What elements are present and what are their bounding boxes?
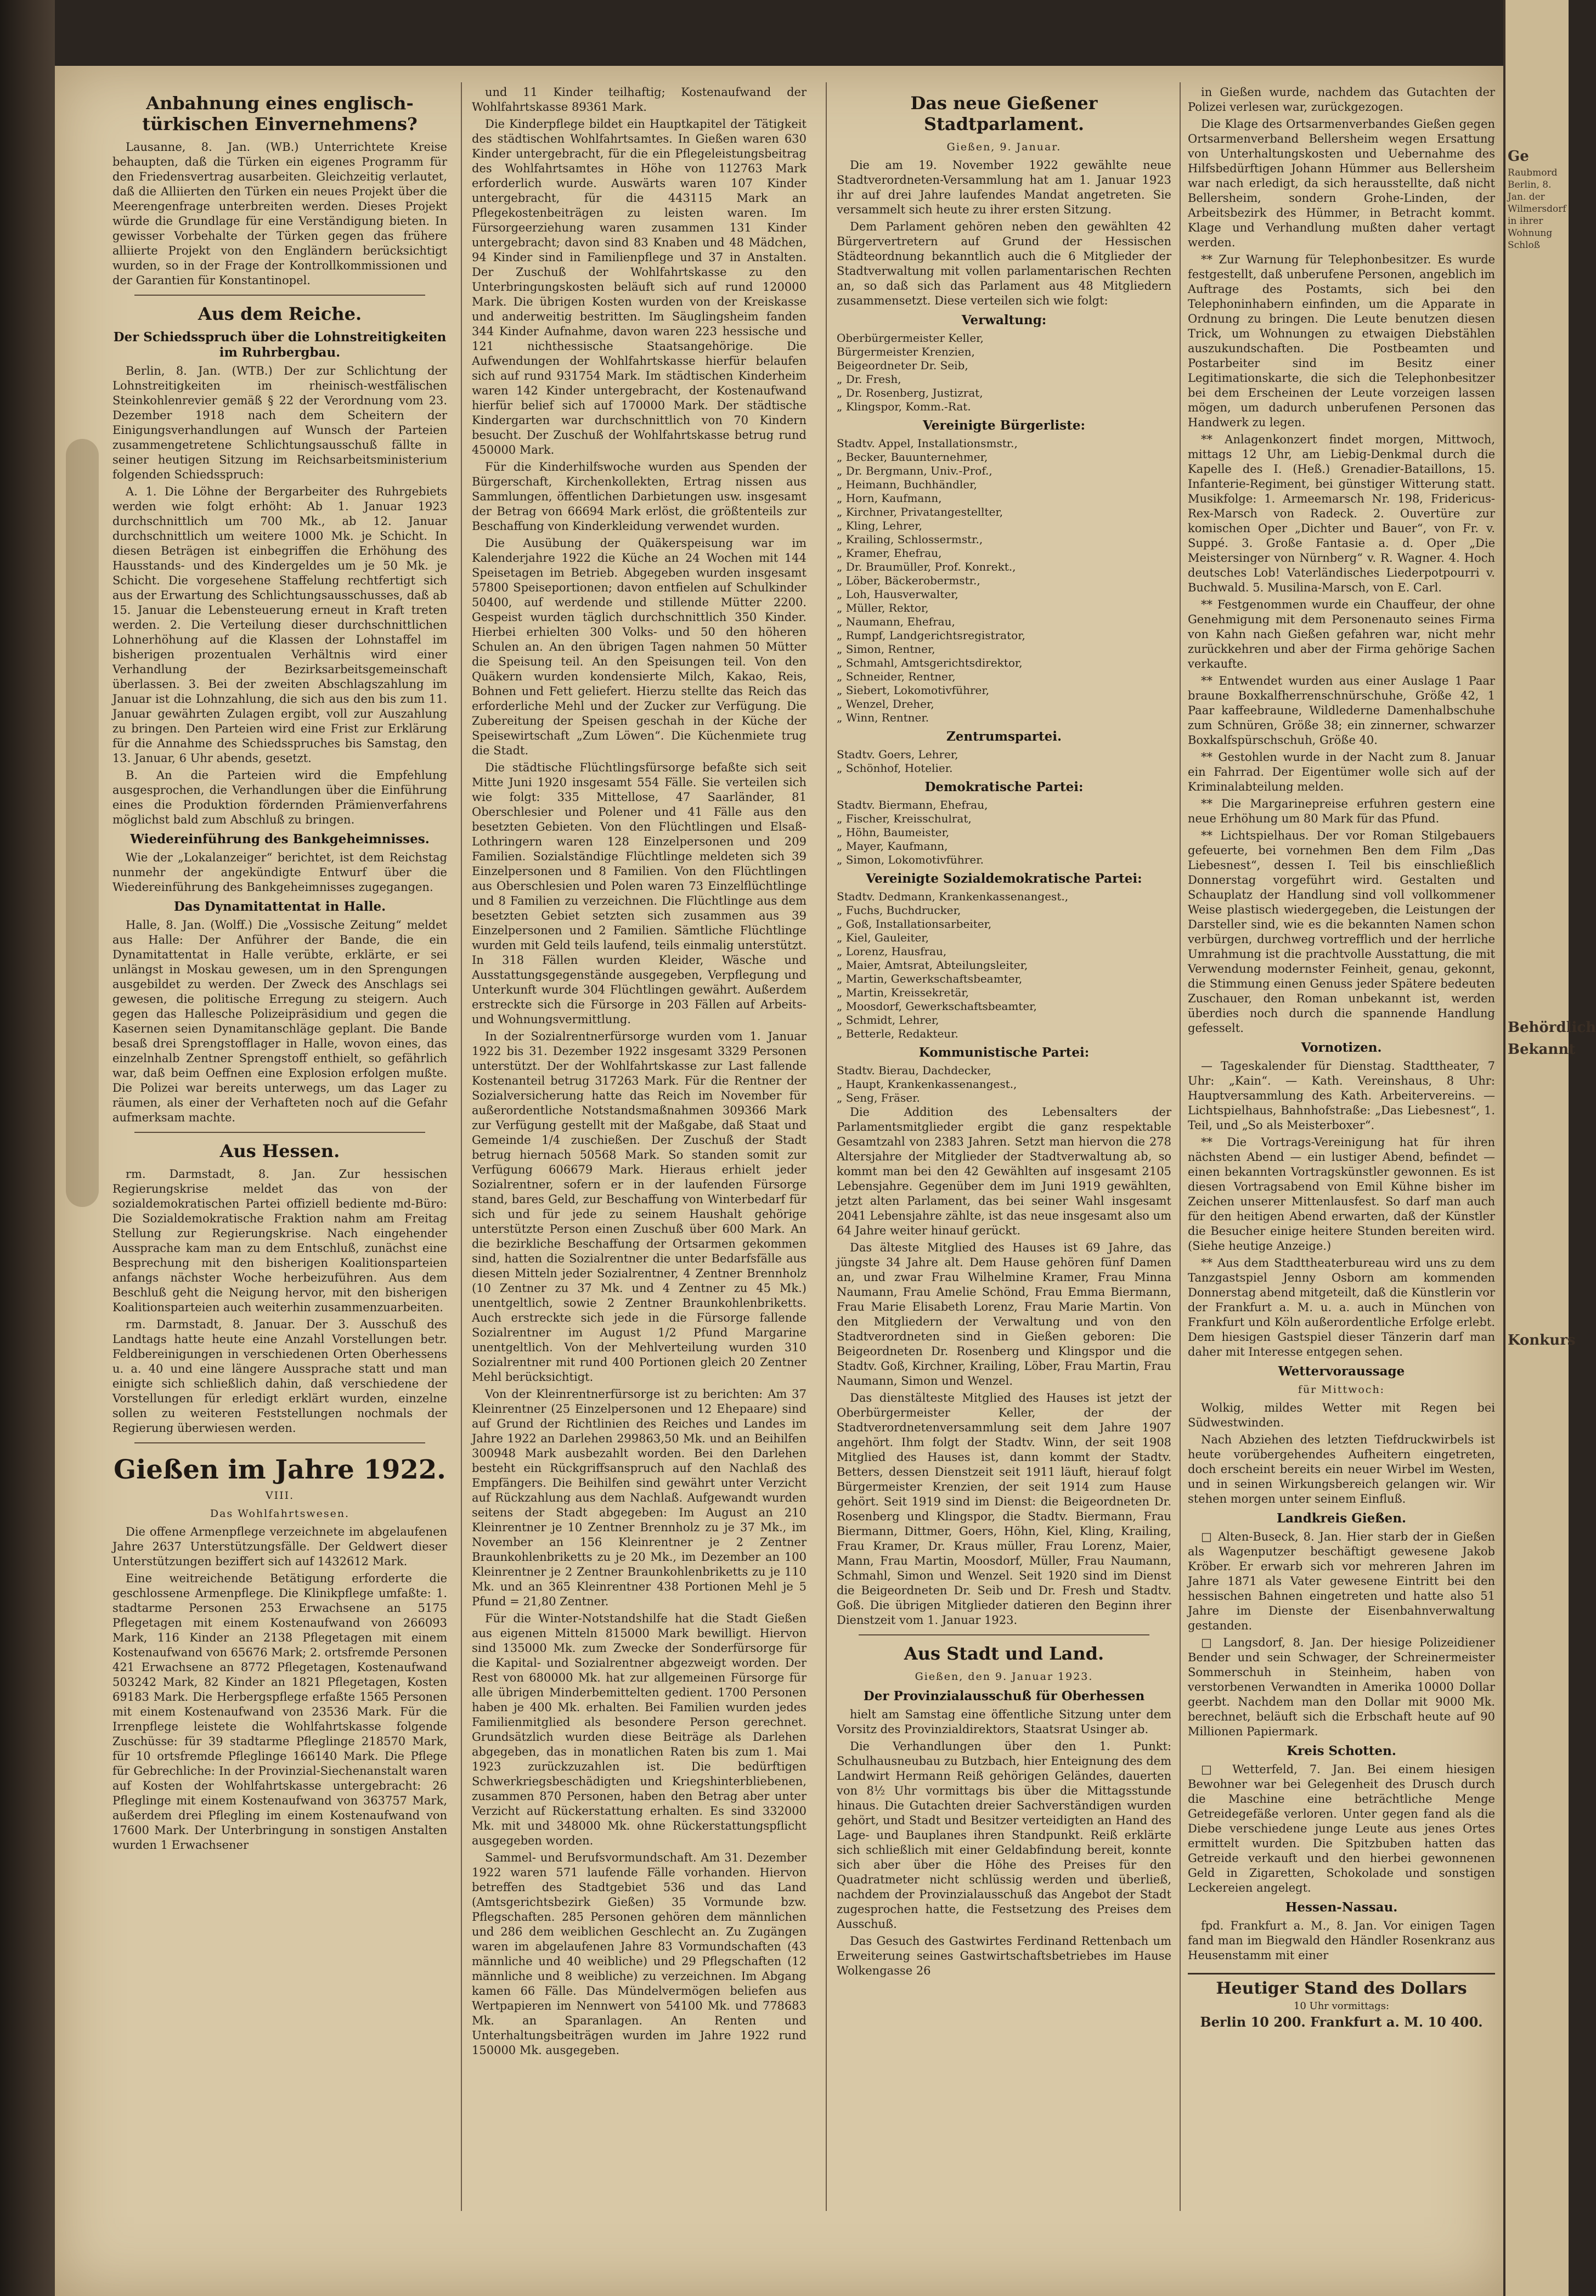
article-text: Das älteste Mitglied des Hauses ist 69 Jahre, das jüngste 34 Jahre alt. Dem Hause gehören fünf Damen an, und zwar Frau Wilhelmine Kramer, Frau Minna Naumann, Frau Amelie Schönd, Frau Emma Biermann, Frau Marie Elisabeth Lorenz, Frau Marie Martin. Von den Mitgliedern der Verwaltung und von den Stadtverordneten sind in Gießen geboren: Die Beigeordneten Dr. Rosenberg und Klingspor und die Stadtv. Goß, Kirchner, Krailing, Löber, Frau Martin, Frau Naumann, Simon und Wenzel.: [837, 1241, 1171, 1387]
member-entry: „ Kirchner, Privatangestellter,: [837, 505, 1003, 518]
list-heading: Vereinigte Sozialdemokratische Partei:: [866, 871, 1142, 886]
section-subheadline: Hessen-Nassau.: [1285, 1900, 1398, 1915]
article-text: Berlin, 8. Jan. (WTB.) Der zur Schlichtung der Lohnstreitigkeiten im rheinisch-westfälischen Steinkohlenrevier gemäß § 22 der Verordnung vom 23. Dezember 1918 nach dem Scheitern der Einigungsverhandlungen auf Wunsch der Parteien zusammengetretene Schlichtungsausschuß fällte in seiner heutigen Sitzung im Reichsarbeitsministerium folgenden Schiedsspruch:: [112, 364, 447, 481]
article-text: ** Zur Warnung für Telephonbesitzer. Es wurde festgestellt, daß unberufene Personen, angeblich im Auftrage des Postamts, sich bei den Telephoninhabern einfinden, um die Apparate in Ordnung zu bringen. Die Leute benutzen diesen Trick, um Wohnungen zu etwaigen Diebstählen auszukundschaften. Die Postbeamten und Postarbeiter sind im Besitz einer Legitimationskarte, die sich die Telephonbesitzer bei dem Erscheinen der Leute vorzeigen lassen mögen, um dadurch unberufenen Personen das Handwerk zu legen.: [1188, 253, 1495, 429]
member-entry: Stadtv. Dedmann, Krankenkassenangest.,: [837, 890, 1069, 903]
article-text: Die am 19. November 1922 gewählte neue Stadtverordneten-Versammlung hat am 1. Januar 1923 ihr auf drei Jahre laufendes Mandat angetreten. Sie versammelt sich heute zu ihrer ersten Sitzung.: [837, 159, 1171, 216]
column-rule: [461, 82, 462, 2211]
member-entry: „ Müller, Rektor,: [837, 601, 929, 614]
article-text: Sammel- und Berufsvormundschaft. Am 31. Dezember 1922 waren 571 laufende Fälle vorhanden. Hiervon betreffen des Stadtgebiet 536 und das Land (Amtsgerichtsbezirk Gießen) 35 Vormunde bzw. Pflegschaften. 285 Personen gehören dem männlichen und 286 dem weiblichen Geschlecht an. Zu Zugängen waren im abgelaufenen Jahre 83 Vormundschaften (43 männliche und 40 weibliche) und 29 Pflegschaften (12 männliche und 8 weibliche) zu verzeichnen. Im Abgang kamen 66 Fälle. Das Mündelvermögen beliefen aus Wertpapieren im Nennwert von 54100 Mk. und 778683 Mk. an Sparanlagen. An Renten und Unterhaltungsbeiträgen wurden im Jahre 1922 rund 150000 Mk. ausgegeben.: [472, 1851, 807, 2057]
column-rule: [1180, 82, 1181, 2211]
member-entry: Beigeordneter Dr. Seib,: [837, 359, 968, 372]
member-entry: „ Schmidt, Lehrer,: [837, 1013, 939, 1026]
article-text: Lausanne, 8. Jan. (WB.) Unterrichtete Kreise behaupten, daß die Türken ein eigenes Programm für den Friedensvertrag ausarbeiten. Gleichzeitig verlautet, daß die Alliierten den Türken ein neues Projekt über die Meerengenfrage unterbreiten werden. Dieses Projekt würde die Grundlage für eine Verständigung bieten. In gewisser Vorbehalte der Türken gegen das frühere alliierte Projekt von den Engländern berücksichtigt wurden, so in der Frage der Kontrollkommissionen und der Garantien für Konstantinopel.: [112, 140, 447, 287]
article-text: Wolkig, mildes Wetter mit Regen bei Südwestwinden.: [1188, 1401, 1495, 1429]
article-subheadline: Das Dynamitattentat in Halle.: [173, 899, 386, 914]
adjacent-heading: Ge: [1508, 148, 1529, 165]
member-entry: „ Schönhof, Hotelier.: [837, 761, 953, 775]
article-text: — Tageskalender für Dienstag. Stadttheater, 7 Uhr: „Kain“. — Kath. Vereinshaus, 8 Uhr: Hauptversammlung des Kath. Arbeitervereins. — Lichtspielhaus, Bahnhofstraße: „Das Liebesnest“, 1. Teil, und „So als Meisterboxer“.: [1188, 1059, 1495, 1132]
dollar-values: Berlin 10 200. Frankfurt a. M. 10 400.: [1200, 2014, 1483, 2030]
article-text: ** Anlagenkonzert findet morgen, Mittwoch, mittags 12 Uhr, am Liebig-Denkmal durch die Kapelle des I. (Heß.) Grenadier-Bataillons, 15. Infanterie-Regiment, bei günstiger Witterung statt. Musikfolge: 1. Armeemarsch Nr. 198, Fridericus-Rex-Marsch von Radeck. 2. Ouvertüre zur komischen Oper „Dichter und Bauer“, von Fr. v. Suppé. 3. Große Fantasie a. d. Oper „Die Meistersinger von Nürnberg“ v. R. Wagner. 4. Hoch deutsches Lob! Vaterländisches Liederpotpourri v. Buchwald. 5. Musilina-Marsch, von E. Carl.: [1188, 433, 1495, 594]
adjacent-heading: Bekannt: [1508, 1041, 1576, 1058]
article-text: Eine weitreichende Betätigung erforderte die geschlossene Armenpflege. Die Klinikpflege umfaßte: 1. stadtarme Personen 253 Erwachsene an 5175 Pflegetagen mit einem Kostenaufwand von 266093 Mark, 116 Kinder an 2138 Pflegetagen mit einem Kostenaufwand von 65676 Mark; 2. ortsfremde Personen 421 Erwachsene an 8772 Pflegetagen, Kostenaufwand 503242 Mark, 82 Kinder an 1821 Pflegetagen, Kosten 69183 Mark. Die Herbergspflege erfaßte 1565 Personen mit einem Kostenaufwand von 23536 Mark. Für die Irrenpflege leistete die Wohlfahrtskasse folgende Zuschüsse: für 39 stadtarme Pfleglinge 218570 Mark, für 10 ortsfremde Pfleglinge 166140 Mark. Die Pflege für Gebrechliche: In der Provinzial-Siechenanstalt waren auf Kosten der Wohlfahrtskasse untergebracht: 26 Pfleglinge mit einem Kostenaufwand von 363757 Mark, außerdem drei Pflegling im einem Kostenaufwand von 17600 Mark. Der Unterbringung in sonstigen Anstalten wurden 1 Erwachsener: [112, 1572, 447, 1852]
section-subheadline: Kreis Schotten.: [1287, 1744, 1396, 1758]
weather-heading: Wettervoraussage: [1278, 1364, 1405, 1379]
article-text: ** Die Margarinepreise erfuhren gestern eine neue Erhöhung um 80 Mark für das Pfund.: [1188, 797, 1495, 825]
article-text: Für die Winter-Notstandshilfe hat die Stadt Gießen aus eigenen Mitteln 815000 Mark bewilligt. Hiervon sind 135000 Mk. zum Zwecke der Sonderfürsorge für die Kapital- und Sozialrentner abgezweigt worden. Der Rest von 680000 Mk. hat zur allgemeinen Fürsorge für alle übrigen Minderbemittelten gedient. 1700 Personen haben je 400 Mk. erhalten. Bei Familien wurden jedes Familienmitglied als besondere Person gerechnet. Grundsätzlich wurden diese Beiträge als Darlehen abgegeben, das in monatlichen Raten bis zum 1. Mai 1923 zurückzuzahlen ist. Die bedürftigen Schwerkriegsbeschädigten und Kriegshinterbliebenen, zusammen 870 Personen, haben den Betrag aber unter Verzicht auf Rückerstattung erhalten. Es sind 332000 Mk. mit und 348000 Mk. ohne Rückerstattungspflicht ausgegeben worden.: [472, 1612, 807, 1847]
member-entry: Bürgermeister Krenzien,: [837, 345, 975, 358]
member-entry: „ Becker, Bauunternehmer,: [837, 450, 988, 464]
member-entry: „ Maier, Amtsrat, Abteilungsleiter,: [837, 958, 1028, 972]
article-text: Die Ausübung der Quäkerspeisung war im Kalenderjahre 1922 die Küche an 24 Wochen mit 144 Speisetagen im Betrieb. Abgegeben wurden insgesamt 57800 Speiseportionen; davon entfielen auf Schulkinder 50400, auf werdende und stillende Mütter 2200. Gespeist wurden täglich durchschnittlich 350 Kinder. Hierbei erhielten 300 Volks- und 50 den höheren Schulen an. An den übrigen Tagen nahmen 50 Mütter die Speisung teil. An den Speisungen teil. Von den Quäkern wurden kondensierte Milch, Kakao, Reis, Bohnen und Fett geliefert. Hierzu stellte das Reich das erforderliche Mehl und der Zucker zur Verfügung. Die Zubereitung der Speisen geschah in der Küche der Speisewirtschaft „Zum Löwen“. Die Küchenmiete trug die Stadt.: [472, 537, 807, 757]
member-entry: Stadtv. Biermann, Ehefrau,: [837, 798, 988, 811]
member-entry: „ Heimann, Buchhändler,: [837, 478, 977, 491]
article-text: Die Verhandlungen über den 1. Punkt: Schulhausneubau zu Butzbach, hier Enteignung des dem Landwirt Hermann Reiß gehörigen Geländes, dauerten von 8½ Uhr vormittags bis über die Mittagsstunde hinaus. Die Gutachten dreier Sachverständigen wurden gehört, und Stadt und Besitzer verteidigten an Hand des Lage- und Bauplanes ihren Standpunkt. Reiß erklärte sich schließlich mit einer Geldabfindung bereit, konnte sich aber über die Höhe des Preises für den Quadratmeter nicht schlüssig werden und überließ, nachdem der Provinzialausschuß das Angebot der Stadt zugesprochen hatte, die Festsetzung des Preises dem Ausschuß.: [837, 1740, 1171, 1931]
article-text: Das Gesuch des Gastwirtes Ferdinand Rettenbach um Erweiterung seines Gastwirtschaftsbetriebes im Hause Wolkengasse 26: [837, 1934, 1171, 1977]
column-2: [472, 85, 807, 2214]
section-headline: Aus Stadt und Land.: [904, 1643, 1104, 1664]
article-text: □ Langsdorf, 8. Jan. Der hiesige Polizeidiener Bender und sein Schwager, der Schreinermeister Sommerschuh in Steinheim, haben von verstorbenen Verwandten in Amerika 10000 Dollar geerbt. Nachdem man den Dollar mit 9000 Mk. berechnet, beläuft sich die Erbschaft heute auf 90 Millionen Papiermark.: [1188, 1636, 1495, 1738]
member-entry: „ Siebert, Lokomotivführer,: [837, 684, 990, 697]
member-entry: „ Goß, Installationsarbeiter,: [837, 917, 992, 930]
member-list: [837, 331, 1171, 414]
book-binding: [0, 0, 55, 2296]
article-text: A. 1. Die Löhne der Bergarbeiter des Ruhrgebiets werden wie folgt erhöht: Ab 1. Januar 1923 durchschnittlich um 700 Mk., ab 12. Januar durchschnittlich um weitere 1000 Mk. je Schicht. In diesen Beträgen ist einbegriffen die Erhöhung des Hausstands- und des Kindergeldes um je 50 Mk. je Schicht. Die vorgesehene Staffelung rechtfertigt sich aus der Erwartung des Schlichtungsausschusses, daß ab 15. Januar die Lebensteuerung erneut in Kraft treten werden. 2. Die Verteilung dieser durchschnittlichen Lohnerhöhung auf die Klassen der Lohnstaffel im bisherigen prozentualen Verhältnis wird einer Verhandlung der Bezirksarbeitsgemeinschaft überlassen. 3. Bei der zweiten Abschlagszahlung im Januar ist die Lohnzahlung, die sich aus den bis zum 11. Januar gewährten Zulagen ergibt, voll zur Auszahlung zu bringen. Den Parteien wird eine Frist zur Erklärung für die Annahme des Schiedsspruches bis Samstag, den 13. Januar, 6 Uhr abends, gesetzt.: [112, 485, 447, 765]
feature-headline: Gießen im Jahre 1922.: [114, 1454, 446, 1485]
article-text: Die städtische Flüchtlingsfürsorge befaßte sich seit Mitte Juni 1920 insgesamt 554 Fälle. Sie verteilen sich wie folgt: 335 Mittellose, 47 Saarländer, 81 Oberschlesier und Polener und 41 Fälle aus den besetzten Gebieten. Von den Flüchtlingen und Elsaß-Lothringern waren 128 Einzelpersonen und 209 Familien. Sozialständige Flüchtlinge meldeten sich 39 Einzelpersonen und 8 Familien. Von den Flüchtlingen aus Oberschlesien und Polen waren 73 Einzelflüchtlinge und 8 Familien zu verzeichnen. Die Flüchtlinge aus dem besetzten Gebiet setzten sich zusammen aus 39 Einzelpersonen und 2 Familien. Sämtliche Flüchtlinge wurden mit Geld teils laufend, teils einmalig unterstützt. In 318 Fällen wurden Kleider, Wäsche und Ausstattungsgegenstände ausgegeben, Verpflegung und Unterkunft wurde 304 Flüchtlingen gewährt. Außerdem erstreckte sich die Fürsorge in 203 Fällen auf Arbeits- und Wohnungsvermittlung.: [472, 761, 807, 1026]
member-entry: „ Horn, Kaufmann,: [837, 492, 942, 505]
member-entry: „ Kling, Lehrer,: [837, 519, 922, 532]
member-entry: „ Rumpf, Landgerichtsregistrator,: [837, 629, 1025, 642]
dollar-title: Heutiger Stand des Dollars: [1216, 1979, 1467, 1998]
article-text: Das dienstälteste Mitglied des Hauses ist jetzt der Oberbürgermeister Keller, der der Stadtverordnetenversammlung seit dem Jahre 1907 angehört. Ihm folgt der Stadtv. Winn, der seit 1908 Mitglied des Hauses ist, dann kommt der Stadtv. Betters, dessen Dienstzeit seit 1911 läuft, hierauf folgt Bürgermeister Krenzien, der seit 1914 zum Hause gehört. Seit 1919 sind im Dienst: die Beigeordneten Dr. Rosenberg und Klingspor, die Stadtv. Biermann, Frau Biermann, Dittmer, Goers, Höhn, Kiel, Kling, Krailing, Frau Kramer, Dr. Kraus müller, Frau Lorenz, Maier, Mann, Frau Martin, Moosdorf, Müller, Frau Naumann, Schmahl, Simon und Wenzel. Seit 1920 sind im Dienst die Beigeordneten Dr. Seib und Dr. Fresh und Stadtv. Goß. Die übrigen Mitglieder datieren den Beginn ihrer Dienstzeit vom 1. Januar 1923.: [837, 1391, 1171, 1627]
list-heading: Demokratische Partei:: [924, 780, 1084, 794]
member-entry: „ Höhn, Baumeister,: [837, 826, 950, 839]
member-entry: „ Naumann, Ehefrau,: [837, 615, 955, 628]
dateline: Gießen, den 9. Januar 1923.: [915, 1671, 1093, 1683]
member-entry: Stadtv. Appel, Installationsmstr.,: [837, 437, 1018, 450]
article-text: ** Aus dem Stadttheaterbureau wird uns zu dem Tanzgastspiel Jenny Osborn am kommenden Donnerstag abend mitgeteilt, daß die Künstlerin vor der Frankfurt a. M. u. a. auch in München von Frankfurt und Köln außerordentliche Erfolge erlebt. Dem hiesigen Gastspiel dieser Tänzerin darf man daher mit Interesse entgegen sehen.: [1188, 1256, 1495, 1358]
member-entry: „ Wenzel, Dreher,: [837, 697, 934, 710]
article-text: B. An die Parteien wird die Empfehlung ausgesprochen, die Verhandlungen über die Einführung eines die Produktion fördernden Prämienverfahrens möglichst bald zum Abschluß zu bringen.: [112, 769, 447, 826]
member-entry: „ Dr. Bergmann, Univ.-Prof.,: [837, 464, 992, 477]
member-entry: Stadtv. Goers, Lehrer,: [837, 748, 958, 761]
member-entry: „ Klingspor, Komm.-Rat.: [837, 400, 971, 413]
dollar-time: 10 Uhr vormittags:: [1293, 2000, 1390, 2012]
list-heading: Kommunistische Partei:: [918, 1045, 1090, 1060]
article-text: In der Sozialrentnerfürsorge wurden vom 1. Januar 1922 bis 31. Dezember 1922 insgesamt 3329 Personen unterstützt. Der der Wohlfahrtskasse zur Last fallende Kostenanteil betrug 317263 Mark. Für die Rentner der Sozialversicherung hatte das Reich im November für außerordentliche Notstandsmaßnahmen 309366 Mark zur Verfügung gestellt mit der Maßgabe, daß Staat und Gemeinde 1/4 zuschießen. Der Zuschuß der Stadt betrug hiernach 50568 Mark. So standen somit zur Verfügung 606679 Mark. Hieraus erhielt jeder Sozialrentner, sofern er in der laufenden Fürsorge stand, bares Geld, zur Beschaffung von Winterbedarf für sich und für jede zu seinem Haushalt gehörige unterstützte Person einen Zuschuß über 600 Mark. An die bezirkliche Beschaffung der Ortsarmen gekommen sind, hatten die Sozialrentner die unter Bedarfsfälle aus diesen Mitteln jeder Sozialrentner, 4 Zentner Brennholz (10 Zentner zu 37 Mk. und 4 Zentner zu 45 Mk.) unentgeltlich, sowie 2 Zentner Braunkohlenbriketts. Auch erstreckte sich jede in die Fürsorge fallende Sozialrentner im August 1/2 Pfund Margarine unentgeltlich. Von der Mehlverteilung wurden 310 Sozialrentner mit rund 400 Portionen gleich 20 Zentner Mehl berücksichtigt.: [472, 1030, 807, 1384]
section-headline: Aus dem Reiche.: [198, 303, 362, 324]
article-text: in Gießen wurde, nachdem das Gutachten der Polizei verlesen war, zurückgezogen.: [1188, 86, 1495, 114]
member-entry: „ Kramer, Ehefrau,: [837, 546, 942, 560]
separator: [134, 1442, 425, 1443]
column-3: [837, 85, 1171, 2214]
article-text: rm. Darmstadt, 8. Jan. Zur hessischen Regierungskrise meldet das von der sozialdemokratischen Partei offiziell bediente md-Büro: Die Sozialdemokratische Fraktion nahm am Freitag Stellung zur Regierungskrise. Nach eingehender Aussprache kam man zu dem Entschluß, zunächst eine Besprechung mit den bisherigen Koalitionsparteien anfangs nächster Woche herbeizuführen. Aus dem Beschluß geht die Neigung hervor, mit den bisherigen Koalitionsparteien auch weiterhin zusammenzuarbeiten.: [112, 1167, 447, 1314]
article-text: ** Entwendet wurden aus einer Auslage 1 Paar braune Boxkalfherrenschnürschuhe, Größe 42, 1 Paar kaffeebraune, Wildlederne Damenhalbschuhe zum Schnüren, Größe 38; ein zinnerner, schwarzer Boxkalfspürschschuh, Größe 40.: [1188, 674, 1495, 747]
member-entry: „ Dr. Rosenberg, Justizrat,: [837, 386, 983, 399]
member-entry: „ Kiel, Gauleiter,: [837, 931, 929, 944]
dateline: Gießen, 9. Januar.: [946, 141, 1062, 153]
column-rule: [826, 82, 827, 2211]
member-entry: „ Krailing, Schlossermstr.,: [837, 533, 983, 546]
separator: [859, 1634, 1149, 1635]
article-text: ** Festgenommen wurde ein Chauffeur, der ohne Genehmigung mit dem Personenauto seines Firma von Kahn nach Gießen gefahren war, nicht mehr zurückkehren und aber der Firma gehörige Sachen verkaufte.: [1188, 598, 1495, 670]
article-text: Die Kinderpflege bildet ein Hauptkapitel der Tätigkeit des städtischen Wohlfahrtsamtes. In Gießen waren 630 Kinder untergebracht, für die ein Pflegeleistungsbeitrag des Wohlfahrtsamtes in Höhe von 112763 Mark erforderlich wurde. Auswärts waren 107 Kinder untergebracht, für die 443115 Mark an Pflegekostenbeiträgen zu leisten waren. Im Fürsorgeerziehung waren zusammen 131 Kinder untergebracht; davon sind 83 Knaben und 48 Mädchen, 94 Kinder sind in Familienpflege und 37 in Anstalten. Der Zuschuß der Wohlfahrtskasse zu den Unterbringungskosten beläuft sich auf rund 120000 Mark. Die übrigen Kosten wurden von der Kreiskasse und anderweitig bestritten. Im Säuglingsheim fanden 344 Kinder Aufnahme, davon waren 223 hessische und 121 nichthessische Staatsangehörige. Die Aufwendungen der Wohlfahrtskasse hierfür belaufen sich auf rund 931754 Mark. Im städtischen Kinderheim waren 142 Kinder untergebracht, der Kostenaufwand hierfür belief sich auf 170000 Mark. Der städtische Kindergarten war durchschnittlich von 70 Kindern besucht. Der Zuschuß der Wohlfahrtskasse betrug rund 450000 Mark.: [472, 117, 807, 456]
article-subheadline: Wiedereinführung des Bankgeheimnisses.: [130, 832, 430, 847]
member-entry: Stadtv. Bierau, Dachdecker,: [837, 1064, 991, 1077]
member-entry: „ Löber, Bäckerobermstr.,: [837, 574, 980, 587]
member-entry: „ Haupt, Krankenkassenangest.,: [837, 1078, 1017, 1091]
column-4: [1188, 85, 1495, 2214]
member-list: [837, 748, 1171, 775]
article-text: Die Klage des Ortsarmenverbandes Gießen gegen Ortsarmenverband Bellersheim wegen Ersattung von Unterhaltungskosten und Uebernahme des Hilfsbedürftigen Johann Hümmer aus Bellersheim war nach erledigt, da sich herausstellte, daß nicht Bellersheim, sondern Grohe-Linden, der Arbeitsbezirk des Hümmer, in Betracht kommt. Klage und Verhandlung mußten daher vertagt werden.: [1188, 117, 1495, 249]
member-entry: „ Loh, Hausverwalter,: [837, 588, 958, 601]
section-headline: Aus Hessen.: [219, 1141, 340, 1161]
article-text: Wie der „Lokalanzeiger“ berichtet, ist dem Reichstag nunmehr der angekündigte Entwurf über die Wiedereinführung des Bankgeheimnisses zugegangen.: [112, 851, 447, 894]
article-text: Für die Kinderhilfswoche wurden aus Spenden der Bürgerschaft, Kirchenkollekten, Ertrag nissen aus Sammlungen, öffentlichen Darbietungen usw. insgesamt der Betrag von 66694 Mark erlöst, die größtenteils zur Beschaffung von Kinderkleidung verwendet wurden.: [472, 460, 807, 533]
member-entry: „ Martin, Kreissekretär,: [837, 986, 969, 999]
member-entry: „ Simon, Lokomotivführer.: [837, 853, 984, 866]
member-entry: „ Simon, Rentner,: [837, 642, 935, 656]
member-entry: Oberbürgermeister Keller,: [837, 331, 984, 345]
article-text: □ Wetterfeld, 7. Jan. Bei einem hiesigen Bewohner war bei Gelegenheit des Drusch durch die Maschine eine beträchtliche Menge Getreidegefäße verloren. Unter gegen fand als die Diebe verschiedene junge Leute aus jenes Ortes ermittelt wurden. Die Spitzbuben hatten das Getreide verkauft und den hierbei gewonnenen Geld in Zigaretten, Schokolade und sonstigen Leckereien angelegt.: [1188, 1763, 1495, 1894]
article-headline: Das neue Gießener Stadtparlament.: [910, 93, 1098, 134]
article-text: Nach Abziehen des letzten Tiefdruckwirbels ist heute vorübergehendes Aufheitern eingetreten, doch erscheint bereits ein neuer Wirbel im Westen, und in seinen Wirkungsbereich gelangen wir. Wir stehen morgen unter seinem Einfluß.: [1188, 1433, 1495, 1505]
article-text: fpd. Frankfurt a. M., 8. Jan. Vor einigen Tagen fand man im Biegwald den Händler Rosenkranz aus Heusenstamm mit einer: [1188, 1919, 1495, 1962]
list-heading: Vereinigte Bürgerliste:: [923, 418, 1085, 433]
feature-number: VIII.: [265, 1490, 295, 1502]
article-subheadline: Der Provinzialausschuß für Oberhessen: [863, 1689, 1145, 1703]
article-text: hielt am Samstag eine öffentliche Sitzung unter dem Vorsitz des Provinzialdirektors, Staatsrat Usinger ab.: [837, 1708, 1171, 1736]
article-text: und 11 Kinder teilhaftig; Kostenaufwand der Wohlfahrtskasse 89361 Mark.: [472, 86, 807, 114]
member-entry: „ Dr. Braumüller, Prof. Konrekt.,: [837, 560, 1016, 573]
member-list: [837, 437, 1171, 725]
article-text: ** Gestohlen wurde in der Nacht zum 8. Januar ein Fahrrad. Der Eigentümer wolle sich auf der Kriminalabteilung melden.: [1188, 751, 1495, 793]
separator: [134, 295, 425, 296]
article-text: Dem Parlament gehören neben den gewählten 42 Bürgervertretern auf Grund der Hessischen Städteordnung bekanntlich auch die 6 Mitglieder der Stadtverwaltung mit vollen parlamentarischen Rechten an, so daß sich das Parlament aus 48 Mitgliedern zusammensetzt. Diese verteilen sich wie folgt:: [837, 220, 1171, 307]
member-entry: „ Seng, Fräser.: [837, 1091, 920, 1104]
member-list: [837, 890, 1171, 1041]
section-subheadline: Landkreis Gießen.: [1276, 1511, 1407, 1526]
feature-subheadline: Das Wohlfahrtswesen.: [210, 1508, 350, 1520]
dollar-box: [1188, 1973, 1495, 2031]
member-entry: „ Fuchs, Buchdrucker,: [837, 904, 961, 917]
adjacent-heading: Konkurs: [1508, 1332, 1576, 1349]
section-subheadline: Vornotizen.: [1301, 1040, 1382, 1055]
member-entry: „ Martin, Gewerkschaftsbeamter,: [837, 972, 1023, 985]
article-text: rm. Darmstadt, 8. Januar. Der 3. Ausschuß des Landtags hatte heute eine Anzahl Vorstellungen betr. Feldbereinigungen in verschiedenen Orten Oberhessens u. a. 40 und eine längere Aussprache statt und man einigte sich schließlich dahin, daß verschiedene der Vorstellungen für erledigt erklärt wurden, einzelne sollen zu weiteren Feststellungen nochmals der Regierung überwiesen werden.: [112, 1318, 447, 1435]
weather-subheading: für Mittwoch:: [1298, 1384, 1385, 1396]
adjacent-page-text: [1508, 143, 1596, 2227]
article-text: Die offene Armenpflege verzeichnete im abgelaufenen Jahre 2637 Unterstützungsfälle. Der Geldwert dieser Unterstützungen beziffert sich auf 1432612 Mark.: [112, 1525, 447, 1568]
list-heading: Zentrumspartei.: [946, 729, 1062, 744]
member-entry: „ Moosdorf, Gewerkschaftsbeamter,: [837, 1000, 1037, 1013]
adjacent-text: Raubmord Berlin, 8. Jan. der Wilmersdorf in ihrer Wohnung Schloß: [1508, 167, 1566, 251]
member-entry: „ Fischer, Kreisschulrat,: [837, 812, 972, 825]
article-headline: Anbahnung eines englisch-türkischen Einvernehmens?: [142, 93, 418, 134]
list-heading: Verwaltung:: [961, 313, 1047, 328]
member-entry: „ Dr. Fresh,: [837, 373, 901, 386]
member-list: [837, 798, 1171, 867]
article-text: □ Alten-Buseck, 8. Jan. Hier starb der in Gießen als Wagenputzer beschäftigt gewesene Jakob Kröber. Er erwarb sich vor mehreren Jahren im Jahre 1871 als Vater gewesene Eintritt bei den hessischen Bahnen eingetreten und hatte also 51 Jahre im Dienste der Eisenbahnverwaltung gestanden.: [1188, 1530, 1495, 1632]
paper-stain: [66, 439, 99, 1207]
article-text: Halle, 8. Jan. (Wolff.) Die „Vossische Zeitung“ meldet aus Halle: Der Anführer der Bande, die ein Dynamitattentat in Halle verübte, erklärte, er sei unlängst in Moskau gewesen, um in den Sprengungen ausgebildet zu werden. Der Zweck des Anschlags sei gewesen, die politische Erregung zu steigern. Auch gegen das Hallesche Polizeipräsidium und gegen die Kasernen seien Dynamitanschläge geplant. Die Bande besaß drei Sprengstofflager in Halle, wovon eines, das einzelnhalb Zentner Sprengstoff enthielt, so gefährlich war, daß beim Oeffnen eine Explosion erfolgen mußte. Die Polizei war bereits unterwegs, um das Lager zu räumen, als einer der Verhafteten noch auf die Gefahr aufmerksam machte.: [112, 918, 447, 1124]
member-entry: „ Winn, Rentner.: [837, 711, 929, 724]
separator: [134, 1132, 425, 1133]
member-entry: „ Schmahl, Amtsgerichtsdirektor,: [837, 656, 1023, 669]
adjacent-heading: Behördlich: [1508, 1019, 1596, 1036]
column-1: [112, 85, 447, 2214]
article-text: ** Lichtspielhaus. Der vor Roman Stilgebauers gefeuerte, bei vornehmen Ben dem Film „Das Liebesnest“, dessen I. Teil bis einschließlich Donnerstag vorgeführt wird. Gestalten und Schauplatz der Handlung sind voll vollkommener Weise plastisch wiedergegeben, die Leistungen der Darsteller sind, wie es die bekannten Namen schon verbürgen, durchweg vortrefflich und der herrliche Umrahmung ist die prachtvolle Ausstattung, die mit Verwendung modernster Feinheit, genau, gekonnt, die Stimmung einen Genuss jeder Spätere bedeuten Zuschauer, den Roman unbekannt ist, werden überdies noch durch die spannende Handlung gefesselt.: [1188, 829, 1495, 1035]
member-entry: „ Betterle, Redakteur.: [837, 1027, 958, 1040]
article-subheadline: Der Schiedsspruch über die Lohnstreitigkeiten im Ruhrbergbau.: [113, 330, 447, 360]
member-entry: „ Lorenz, Hausfrau,: [837, 945, 947, 958]
article-text: Die Addition des Lebensalters der Parlamentsmitglieder ergibt die ganz respektable Gesamtzahl von 2383 Jahren. Setzt man hiervon die 278 Altersjahre der Mitglieder der Stadtverwaltung ab, so kommt man bei den 42 Gewählten auf insgesamt 2105 Lebensjahre. Gegenüber dem im Juni 1919 gewählten, jetzt alten Parlament, das bei seiner Wahl insgesamt 2041 Lebensjahre zählte, ist das neue insgesamt also um 64 Jahre weiter hinauf gerückt.: [837, 1105, 1171, 1237]
article-text: ** Die Vortrags-Vereinigung hat für ihren nächsten Abend — ein lustiger Abend, befindet — einen bekannten Vortragskünstler gewonnen. Es ist diesen Vortragsabend von Emil Kühne bisher im Zeichen unserer Mittenlausfest. So darf man auch für den heitigen Abend erwarten, daß der Künstler die Besucher einige heitere Stunden bereiten wird. (Siehe heutige Anzeige.): [1188, 1136, 1495, 1253]
member-entry: „ Schneider, Rentner,: [837, 670, 956, 683]
article-text: Von der Kleinrentnerfürsorge ist zu berichten: Am 37 Kleinrentner (25 Einzelpersonen und 12 Ehepaare) sind auf Grund der Richtlinien des Reiches und Landes im Jahre 1922 an Darlehen 299863,50 Mk. und an Beihilfen 300948 Mark ausbezahlt worden. Bei den Darlehen besteht ein Rückgriffsanspruch auf den Nachlaß des Empfängers. Die Beihilfen sind gewährt unter Verzicht auf Rückzahlung aus dem Nachlaß. Aufgewandt wurden seitens der Stadt abgegeben: Im August an 210 Kleinrentner je 10 Zentner Brennholz zu je 37 Mk., im November an 156 Kleinrentner je 2 Zentner Braunkohlenbriketts zu je 20 Mk., im Dezember an 100 Kleinrentner je 2 Zentner Braunkohlenbriketts zu je 110 Mk. und an 365 Kleinrentner 438 Portionen Mehl je 5 Pfund = 21,80 Zentner.: [472, 1387, 807, 1608]
member-list: [837, 1064, 1171, 1105]
member-entry: „ Mayer, Kaufmann,: [837, 839, 948, 853]
